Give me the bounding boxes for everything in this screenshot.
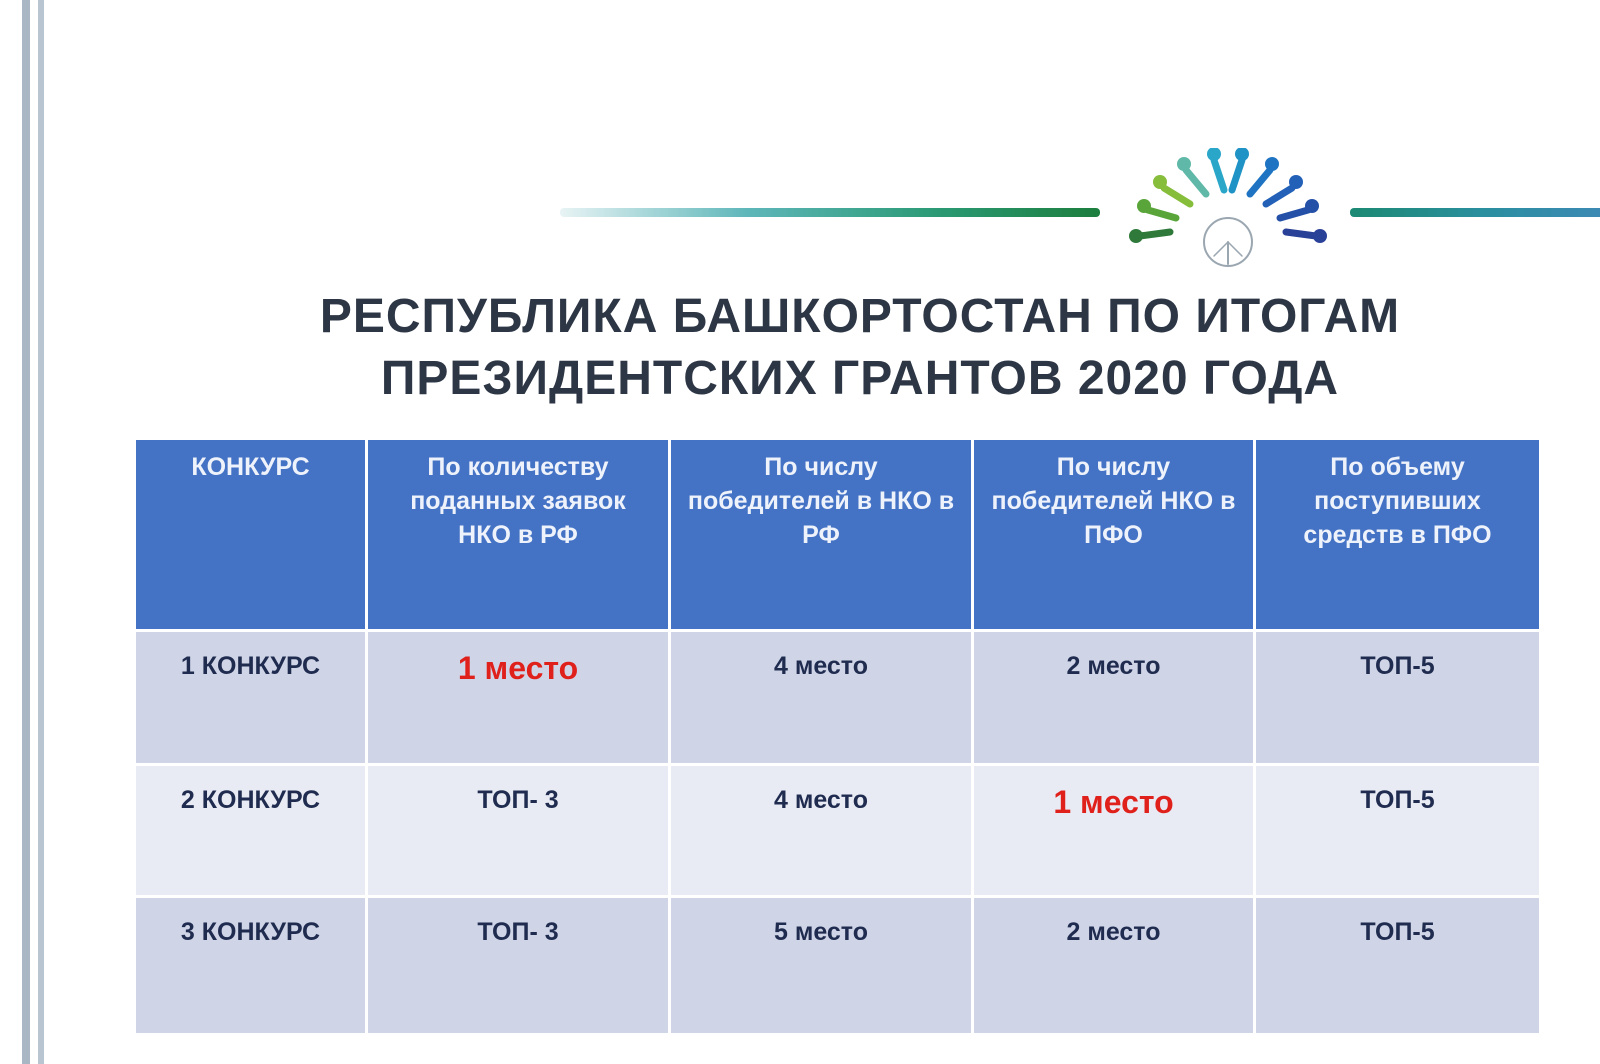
table-cell: 4 место	[671, 632, 974, 766]
table-cell: 2 место	[974, 898, 1256, 1033]
header-cell-funds-pfo: По объему поступивших средств в ПФО	[1256, 440, 1539, 632]
table-cell: ТОП- 3	[368, 766, 671, 898]
slide-title-line-2: ПРЕЗИДЕНТСКИХ ГРАНТОВ 2020 ГОДА	[380, 352, 1340, 405]
table-cell-highlighted: 1 место	[368, 632, 671, 766]
slide-border-stripe	[38, 0, 44, 1064]
header-cell-winners-pfo: По числу победителей НКО в ПФО	[974, 440, 1256, 632]
table-cell: 1 КОНКУРС	[136, 632, 368, 766]
decorative-line-right	[1350, 208, 1600, 217]
header-cell-winners-rf: По числу победителей в НКО в РФ	[671, 440, 974, 632]
table-cell: 2 КОНКУРС	[136, 766, 368, 898]
table-cell: 3 КОНКУРС	[136, 898, 368, 1033]
table-cell: ТОП-5	[1256, 766, 1539, 898]
table-cell-highlighted: 1 место	[974, 766, 1256, 898]
table-cell: ТОП- 3	[368, 898, 671, 1033]
table-cell: 2 место	[974, 632, 1256, 766]
table-cell: ТОП-5	[1256, 632, 1539, 766]
people-circle-logo-icon	[1128, 148, 1328, 278]
table-cell: 5 место	[671, 898, 974, 1033]
decorative-line-left	[560, 208, 1100, 217]
table-cell: 4 место	[671, 766, 974, 898]
slide-border-stripe	[22, 0, 30, 1064]
table-cell: ТОП-5	[1256, 898, 1539, 1033]
header-cell-applications-rf: По количеству поданных заявок НКО в РФ	[368, 440, 671, 632]
header-cell-contest: КОНКУРС	[136, 440, 368, 632]
slide-title	[160, 286, 1560, 410]
slide-title-line-1: РЕСПУБЛИКА БАШКОРТОСТАН ПО ИТОГАМ	[319, 290, 1401, 343]
results-table	[136, 440, 1539, 1033]
